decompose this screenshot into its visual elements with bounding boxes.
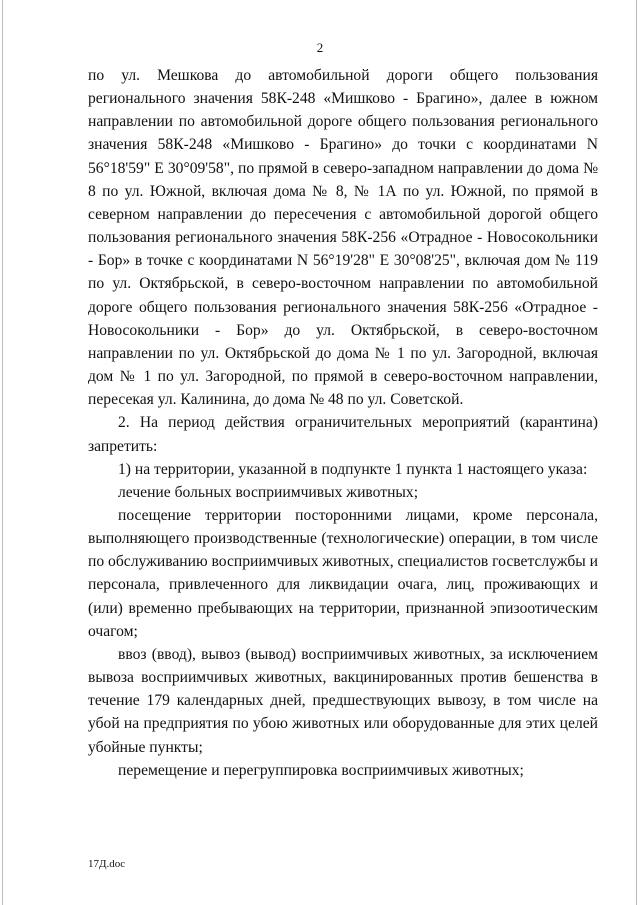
page-number: 2 <box>316 40 324 55</box>
paragraph-visit-ban: посещение территории посторонними лицами, кроме персонала, выполняющего производственные (технологические) операции, в том числе по обслуживанию восприимчивых животных, специалистов госветслужбы и персонала, привлеченного для ликвидации очага, лиц, проживающих и (или) временно пребывающих на территории, признанной эпизоотическим очагом; <box>88 506 598 640</box>
paragraph-boundary-description: по ул. Мешкова до автомобильной дороги общего пользования регионального значения 58К-248 «Мишково - Брагино», далее в южном направлении по автомобильной дороге общего пользования регионального значения 58К-248 «Мишково - Брагино» до точки с координатами N 56°18'59" E 30°09'58", по прямой в северо-западном направлении до дома № 8 по ул. Южной, включая дома № 8, № 1А по ул. Южной, по прямой в северном направлении до пересечения с автомобильной дорогой общего пользования регионального значения 58К-256 «Отрадное - Новосокольники - Бор» в точке с координатами N 56°19'28" E 30°08'25", включая дом № 119 по ул. Октябрьской, в северо-восточном направлении по автомобильной дороге общего пользования регионального значения 58К-256 «Отрадное - Новосокольники - Бор» до ул. Октябрьской, в северо-восточном направлении по ул. Октябрьской до дома № 1 по ул. Загородной, включая дом № 1 по ул. Загородной, по прямой в северо-восточном направлении, пересекая ул. Калинина, до дома № 48 по ул. Советской. <box>88 67 598 409</box>
scan-edge-left <box>2 0 3 905</box>
scan-edge-right <box>636 0 637 905</box>
footer-filename: 17Д.doc <box>88 858 126 870</box>
document-body <box>88 64 598 782</box>
paragraph-treatment-ban: лечение больных восприимчивых животных; <box>118 483 419 501</box>
paragraph-regrouping-ban: перемещение и перегруппировка восприимчивых животных; <box>118 761 524 779</box>
paragraph-item-2: 2. На период действия ограничительных мероприятий (карантина) запретить: <box>88 414 598 455</box>
paragraph-subitem-1: 1) на территории, указанной в подпункте 1 пункта 1 настоящего указа: <box>118 460 588 478</box>
paragraph-transport-ban: ввоз (ввод), вывоз (вывод) восприимчивых животных, за исключением вывоза восприимчивых животных, вакцинированных против бешенства в течение 179 календарных дней, предшествующих вывозу, в том числе на убой на предприятия по убою животных или оборудованные для этих целей убойные пункты; <box>88 645 598 756</box>
